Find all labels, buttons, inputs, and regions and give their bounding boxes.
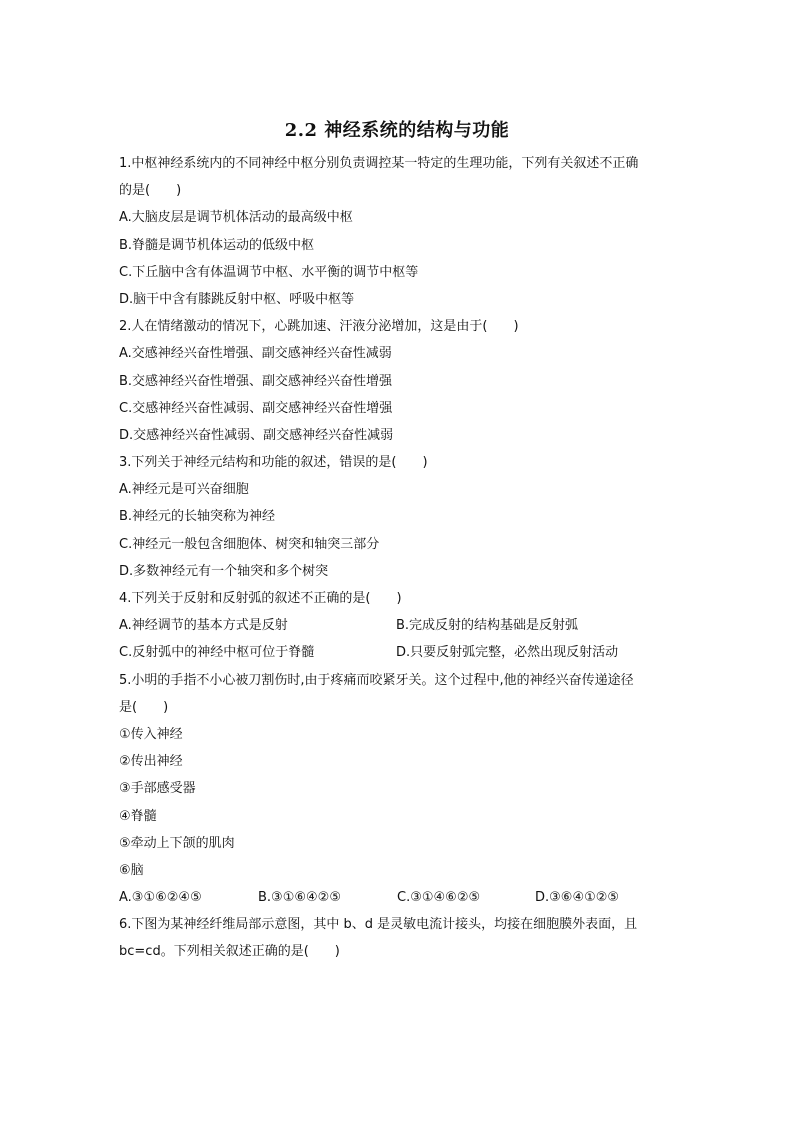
question-5-item-3: ③手部感受器 [119,781,196,797]
question-1-option-c: C.下丘脑中含有体温调节中枢、水平衡的调节中枢等 [119,264,419,280]
question-5-stem-line-2: 是( ) [119,699,169,715]
page-title: 2.2 神经系统的结构与功能 [284,120,510,141]
question-4-option-a: A.神经调节的基本方式是反射 [119,618,288,634]
question-2-stem: 2.人在情绪激动的情况下，心跳加速、汗液分泌增加，这是由于( ) [119,319,519,335]
question-4-options-row-2 [119,639,679,666]
question-4-option-b: B.完成反射的结构基础是反射弧 [396,618,579,634]
question-5-option-c: C.③①④⑥②⑤ [397,890,481,906]
question-2-option-d: D.交感神经兴奋性减弱、副交感神经兴奋性减弱 [119,427,394,443]
question-5-item-1: ①传入神经 [119,726,183,742]
question-4-options-row-1 [119,612,679,639]
question-4-option-c: C.反射弧中的神经中枢可位于脊髓 [119,645,315,661]
question-5-option-b: B.③①⑥④②⑤ [258,890,341,906]
question-2-option-a: A.交感神经兴奋性增强、副交感神经兴奋性减弱 [119,346,392,362]
question-5-item-2: ②传出神经 [119,754,183,770]
question-1-option-d: D.脑干中含有膝跳反射中枢、呼吸中枢等 [119,291,355,307]
question-4 [119,585,679,667]
question-5-options-row [119,884,679,911]
question-4-option-d: D.只要反射弧完整，必然出现反射活动 [396,645,619,661]
question-4-stem: 4.下列关于反射和反射弧的叙述不正确的是( ) [119,591,402,606]
question-3-option-c: C.神经元一般包含细胞体、树突和轴突三部分 [119,536,380,552]
question-1-option-b: B.脊髓是调节机体运动的低级中枢 [119,237,315,253]
question-2-option-c: C.交感神经兴奋性减弱、副交感神经兴奋性增强 [119,400,393,416]
question-5-stem-line-1: 5.小明的手指不小心被刀割伤时,由于疼痛而咬紧牙关。这个过程中,他的神经兴奋传递途径 [119,672,634,688]
question-3-option-d: D.多数神经元有一个轴突和多个树突 [119,563,329,579]
question-5-item-6: ⑥脑 [119,862,144,878]
question-5-item-5: ⑤牵动上下颌的肌肉 [119,835,235,851]
question-3-stem: 3.下列关于神经元结构和功能的叙述，错误的是( ) [119,455,428,471]
question-3 [119,449,679,585]
question-6 [119,911,679,965]
question-3-option-b: B.神经元的长轴突称为神经 [119,509,276,525]
question-1-stem-line-1: 1.中枢神经系统内的不同神经中枢分别负责调控某一特定的生理功能，下列有关叙述不正确 [119,156,639,171]
question-5-option-a: A.③①⑥②④⑤ [119,890,202,906]
question-1 [119,150,679,313]
question-1-stem-line-2: 的是( ) [119,183,182,199]
question-2 [119,313,679,449]
question-5-item-4: ④脊髓 [119,808,157,824]
question-2-option-b: B.交感神经兴奋性增强、副交感神经兴奋性增强 [119,373,393,389]
question-5 [119,667,679,912]
question-5-option-d: D.③⑥④①②⑤ [535,890,620,906]
question-1-option-a: A.大脑皮层是调节机体活动的最高级中枢 [119,210,353,226]
question-list [119,150,679,966]
question-6-stem-line-2: bc=cd。下列相关叙述正确的是( ) [119,944,340,960]
question-6-stem-line-1: 6.下图为某神经纤维局部示意图，其中 b、d 是灵敏电流计接头，均接在细胞膜外表面，且 [119,917,638,933]
question-3-option-a: A.神经元是可兴奋细胞 [119,482,249,498]
